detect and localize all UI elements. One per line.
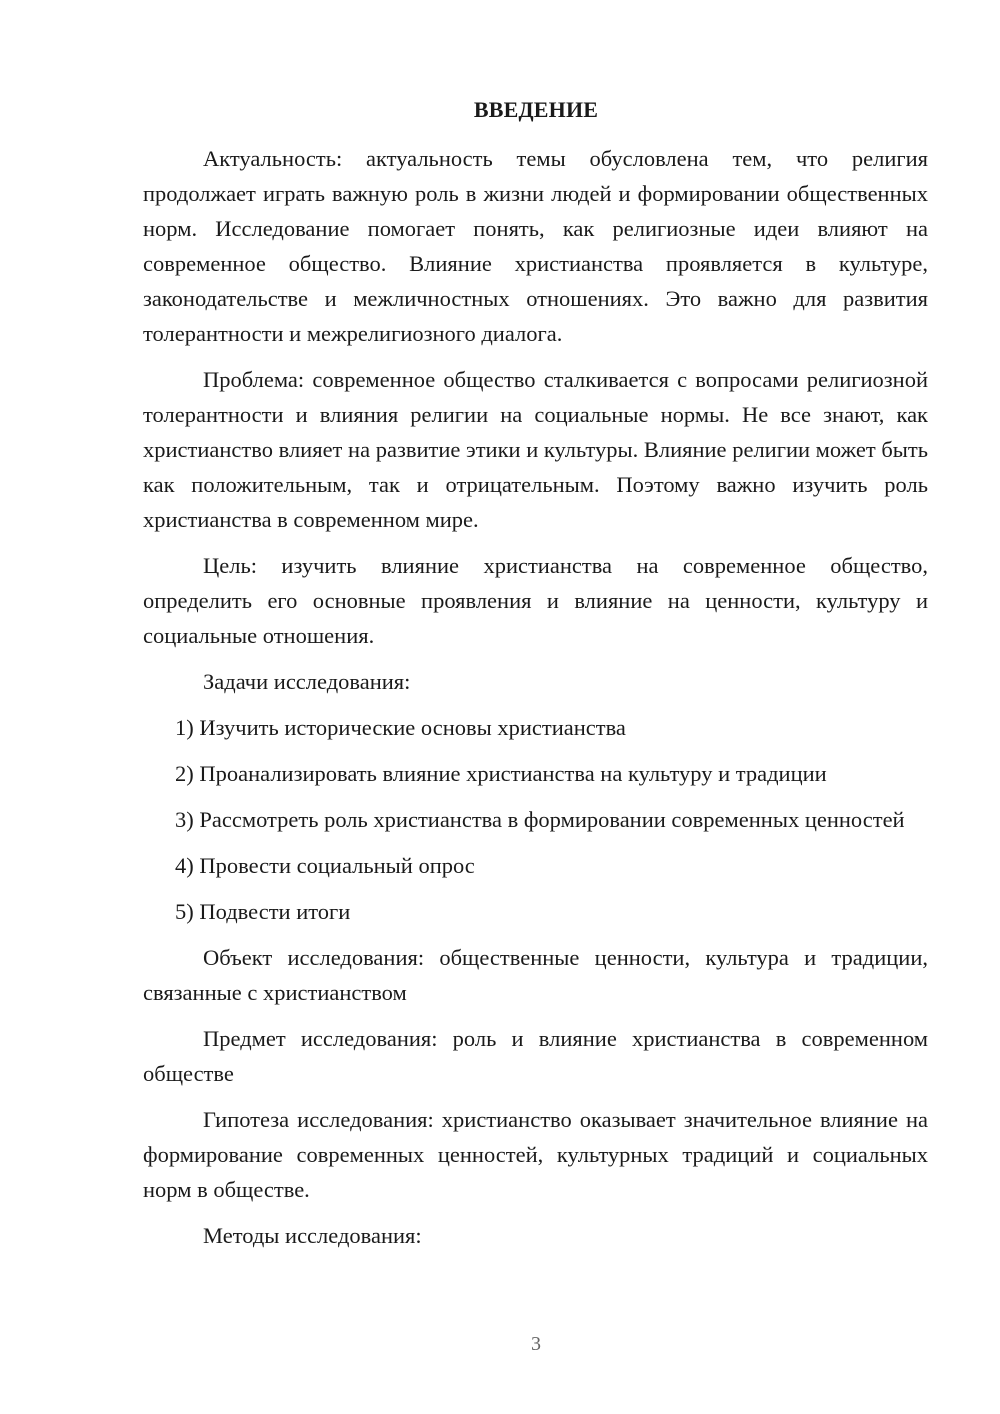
hypothesis-paragraph: Гипотеза исследования: христианство оказывает значительное влияние на формирование современных ценностей, культурных традиций и социальных норм в обществе. bbox=[143, 1107, 928, 1202]
section-heading: ВВЕДЕНИЕ bbox=[473, 97, 599, 122]
task-item-1: 1) Изучить исторические основы христианства bbox=[175, 715, 626, 740]
task-item-3: 3) Рассмотреть роль христианства в формировании современных ценностей bbox=[175, 807, 905, 832]
methods-heading: Методы исследования: bbox=[203, 1223, 422, 1248]
task-item-4: 4) Провести социальный опрос bbox=[175, 853, 475, 878]
object-paragraph: Объект исследования: общественные ценности, культура и традиции, связанные с христианством bbox=[143, 945, 928, 1005]
relevance-paragraph: Актуальность: актуальность темы обусловлена тем, что религия продолжает играть важную роль в жизни людей и формировании общественных норм. Исследование помогает понять, как религиозные идеи влияют на современное общество. Влияние христианства проявляется в культуре, законодательстве и межличностных отношениях. Это важно для развития толерантности и межрелигиозного диалога. bbox=[143, 146, 928, 346]
problem-paragraph: Проблема: современное общество сталкивается с вопросами религиозной толерантности и влияния религии на социальные нормы. Не все знают, как христианство влияет на развитие этики и культуры. Влияние религии может быть как положительным, так и отрицательным. Поэтому важно изучить роль христианства в современном мире. bbox=[143, 367, 928, 532]
task-item-2: 2) Проанализировать влияние христианства на культуру и традиции bbox=[175, 761, 827, 786]
tasks-heading: Задачи исследования: bbox=[203, 669, 411, 694]
page-body bbox=[143, 141, 928, 1264]
page-number: 3 bbox=[531, 1333, 541, 1355]
goal-paragraph: Цель: изучить влияние христианства на современное общество, определить его основные проявления и влияние на ценности, культуру и социальные отношения. bbox=[143, 553, 928, 648]
subject-paragraph: Предмет исследования: роль и влияние христианства в современном обществе bbox=[143, 1026, 928, 1086]
task-item-5: 5) Подвести итоги bbox=[175, 899, 351, 924]
